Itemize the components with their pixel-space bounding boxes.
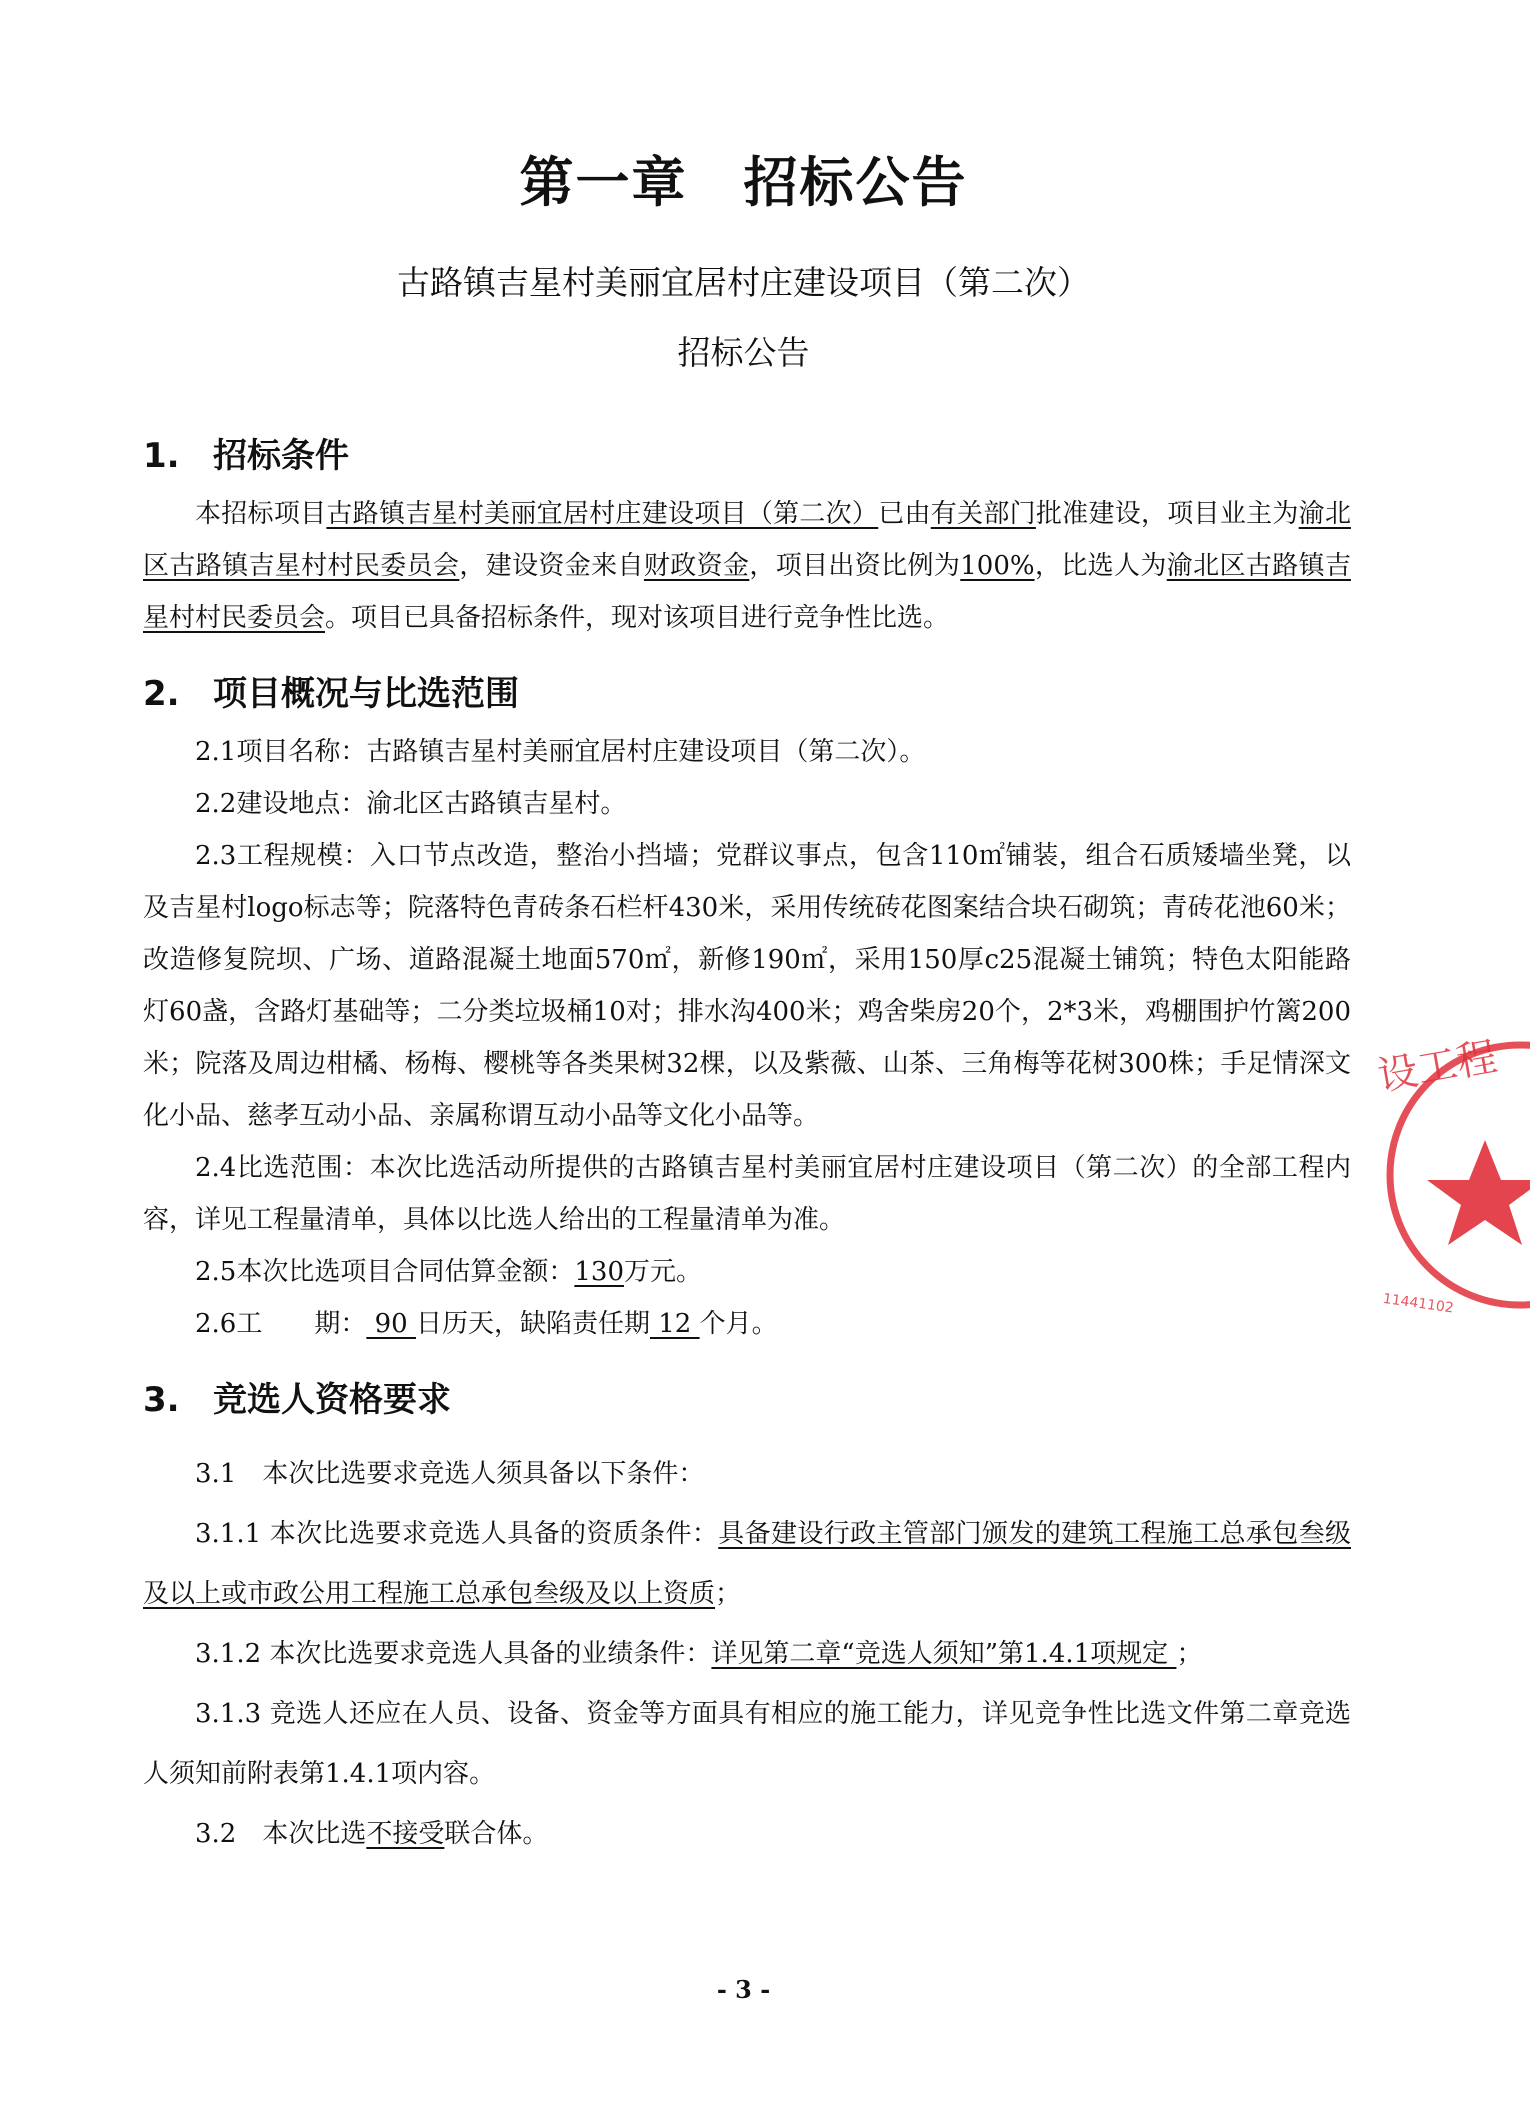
seal-numbers: 11441102: [1381, 1290, 1455, 1317]
qualification-item-3-1-2: 3.1.2 本次比选要求竞选人具备的业绩条件：详见第二章“竞选人须知”第1.4.1项规定 ；: [195, 1639, 1203, 1669]
location-item: 2.2建设地点：渝北区古路镇吉星村。: [195, 789, 627, 819]
chapter-title: 第一章 招标公告: [519, 151, 968, 214]
project-title: 古路镇吉星村美丽宜居村庄建设项目（第二次）: [397, 263, 1090, 302]
qualification-intro: 3.1 本次比选要求竞选人须具备以下条件：: [195, 1459, 705, 1489]
project-name-item: 2.1项目名称：古路镇吉星村美丽宜居村庄建设项目（第二次）。: [195, 737, 926, 767]
scope-item: 2.4比选范围：本次比选活动所提供的古路镇吉星村美丽宜居村庄建设项目（第二次）的全部工程内容，详见工程量清单，具体以比选人给出的工程量清单为准。: [143, 1153, 1351, 1235]
notice-title: 招标公告: [677, 333, 810, 372]
section-heading-3: 3. 竞选人资格要求: [143, 1380, 451, 1420]
qualification-item-3-1-3: 3.1.3 竞选人还应在人员、设备、资金等方面具有相应的施工能力，详见竞争性比选文件第二章竞选人须知前附表第1.4.1项内容。: [143, 1699, 1351, 1789]
qualification-item-3-1-1: 3.1.1 本次比选要求竞选人具备的资质条件：具备建设行政主管部门颁发的建筑工程施工总承包叁级及以上或市政公用工程施工总承包叁级及以上资质；: [143, 1519, 1351, 1609]
official-seal: [1370, 1010, 1530, 1340]
seal-star-icon: [1427, 1140, 1530, 1245]
bidding-conditions-paragraph: 本招标项目古路镇吉星村美丽宜居村庄建设项目（第二次）已由有关部门批准建设，项目业主为渝北区古路镇吉星村村民委员会，建设资金来自财政资金，项目出资比例为100%，比选人为渝北区古路镇吉星村村民委员会。项目已具备招标条件，现对该项目进行竞争性比选。: [143, 499, 1351, 633]
notice-body: [143, 418, 1351, 1864]
section-heading-2: 2. 项目概况与比选范围: [143, 674, 519, 714]
scale-item: 2.3工程规模：入口节点改造，整治小挡墙；党群议事点，包含110㎡铺装，组合石质矮墙坐凳，以及吉星村logo标志等；院落特色青砖条石栏杆430米，采用传统砖花图案结合块石砌筑；青砖花池60米；改造修复院坝、广场、道路混凝土地面570㎡，新修190㎡，采用150厚c25混凝土铺筑；特色太阳能路灯60盏，含路灯基础等；二分类垃圾桶10对；排水沟400米；鸡舍柴房20个，2*3米，鸡棚围护竹篱200米；院落及周边柑橘、杨梅、樱桃等各类果树32棵，以及紫薇、山茶、三角梅等花树300株；手足情深文化小品、慈孝互动小品、亲属称谓互动小品等文化小品等。: [143, 841, 1351, 1131]
section-heading-1: 1. 招标条件: [143, 436, 349, 476]
duration-item: 2.6工 期： 90 日历天，缺陷责任期 12 个月。: [195, 1309, 778, 1339]
page-number: - 3 -: [716, 1975, 771, 2004]
amount-item: 2.5本次比选项目合同估算金额：130万元。: [195, 1257, 703, 1287]
seal-text: 设工程: [1374, 1033, 1501, 1101]
consortium-item: 3.2 本次比选不接受联合体。: [195, 1819, 549, 1849]
